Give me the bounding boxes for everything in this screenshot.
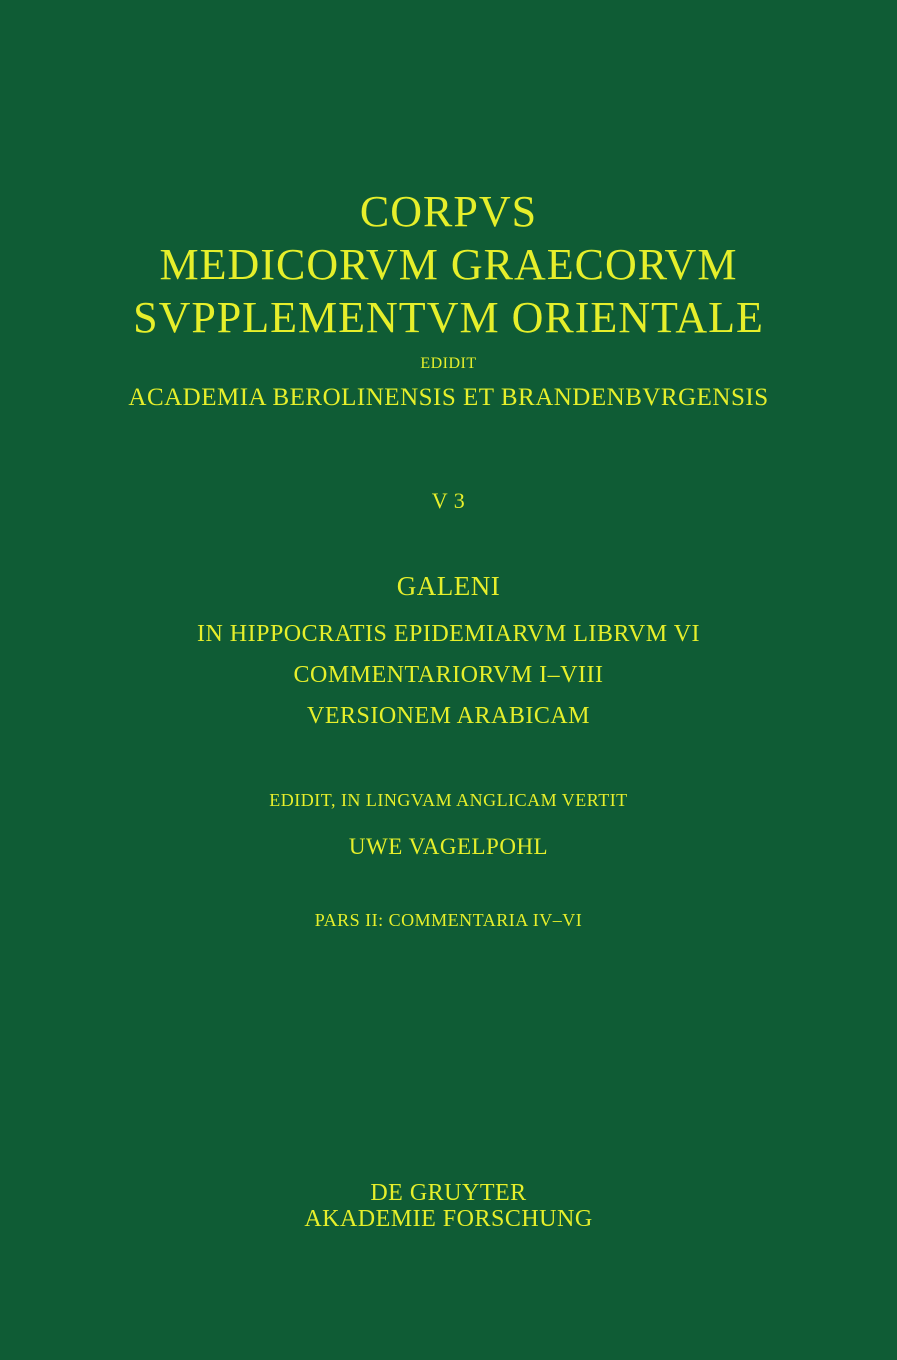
- publisher-line-1: DE GRUYTER: [370, 1180, 527, 1206]
- edidit-label: EDIDIT: [420, 355, 477, 372]
- work-title-line-2: COMMENTARIORVM I–VIII: [293, 662, 604, 688]
- series-title-line-1: CORPVS: [359, 187, 538, 236]
- academy-name: ACADEMIA BEROLINENSIS ET BRANDENBVRGENSIS: [128, 384, 769, 411]
- work-title-line-1: IN HIPPOCRATIS EPIDEMIARVM LIBRVM VI: [196, 621, 701, 647]
- series-title-line-3: SVPPLEMENTVM ORIENTALE: [133, 293, 764, 342]
- part-label: PARS II: COMMENTARIA IV–VI: [314, 910, 583, 930]
- editor-name: UWE VAGELPOHL: [348, 834, 549, 859]
- publisher-line-2: AKADEMIE FORSCHUNG: [304, 1206, 593, 1232]
- work-title-line-3: VERSIONEM ARABICAM: [306, 703, 591, 729]
- series-title-line-2: MEDICORVM GRAECORVM: [159, 240, 738, 289]
- volume-number: V 3: [431, 488, 466, 513]
- editor-credit: EDIDIT, IN LINGVAM ANGLICAM VERTIT: [269, 790, 628, 810]
- work-author: GALENI: [396, 571, 501, 601]
